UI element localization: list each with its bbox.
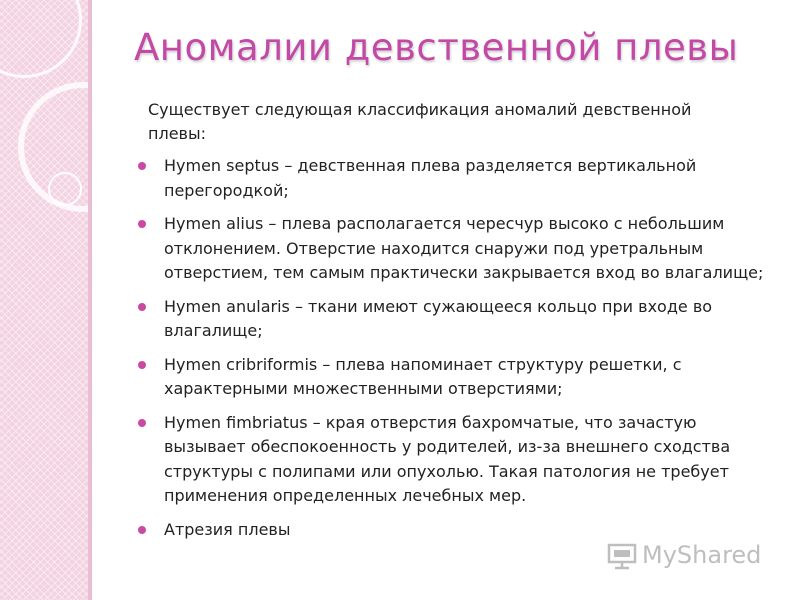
decorative-ring xyxy=(0,0,82,78)
bullet-icon xyxy=(138,361,146,369)
list-item xyxy=(132,154,772,203)
list-item-text: Атрезия плевы xyxy=(164,519,291,539)
bullet-icon xyxy=(138,526,146,534)
bullet-icon xyxy=(138,220,146,228)
list-item-text: Hymen septus – девственная плева разделяется вертикальной перегородкой; xyxy=(164,156,697,200)
list-item xyxy=(132,411,772,509)
list-item xyxy=(132,212,772,286)
slide-intro: Существует следующая классификация аномалий девственной плевы: xyxy=(148,100,692,143)
watermark-text: MyShared xyxy=(642,541,762,569)
list-item-text: Hymen anularis – ткани имеют сужающееся кольцо при входе во влагалище; xyxy=(164,296,713,340)
list-item xyxy=(132,295,772,344)
list-item-text: Hymen fimbriatus – края отверстия бахромчатые, что зачастую вызывает обеспокоенность у родителей, из-за внешнего сходства структуры с полипами или опухолью. Такая патология не требует применения определенных лечебных мер. xyxy=(164,412,731,505)
bullet-icon xyxy=(138,162,146,170)
bullet-icon xyxy=(138,419,146,427)
list-item-text: Hymen alius – плева располагается чересчур высоко с небольшим отклонением. Отверстие находится снаружи под уретральным отверстием, тем самым практически закрывается вход во влагалище; xyxy=(164,214,764,282)
decorative-left-band xyxy=(0,0,88,600)
classification-list xyxy=(132,154,772,551)
decorative-ring xyxy=(48,172,82,206)
presentation-board-icon xyxy=(606,542,638,570)
list-item-text: Hymen cribriformis – плева напоминает структуру решетки, с характерными множественными отверстиями; xyxy=(164,354,682,398)
bullet-icon xyxy=(138,303,146,311)
watermark-logo xyxy=(606,538,766,574)
band-edge-divider xyxy=(88,0,92,600)
list-item xyxy=(132,353,772,402)
decorative-ring xyxy=(18,82,148,212)
slide-title: Аномалии девственной плевы xyxy=(134,26,739,69)
